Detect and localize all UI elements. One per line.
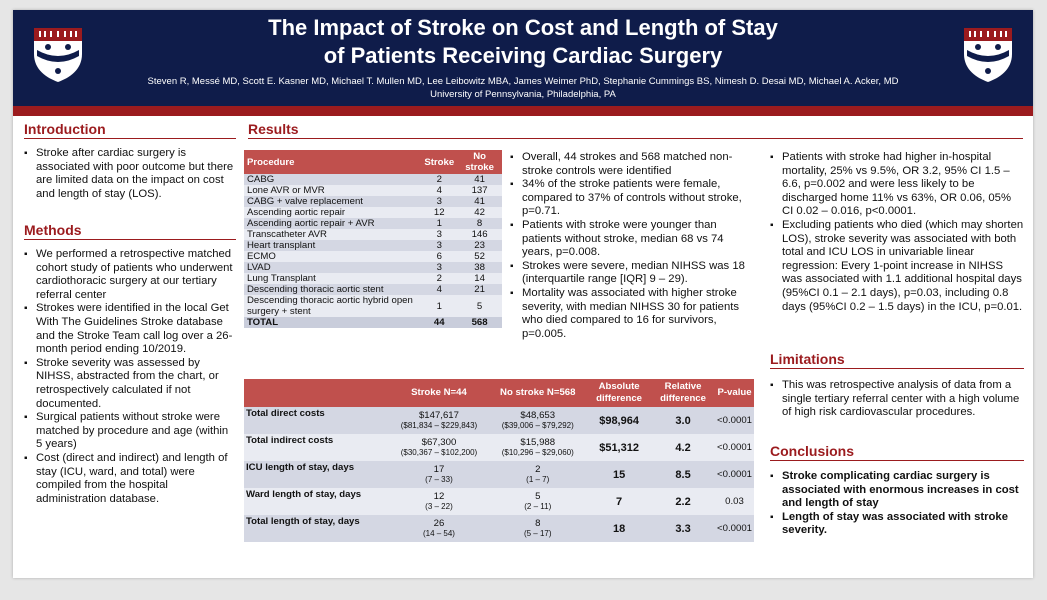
limitations-list (770, 379, 1024, 420)
table-cell (488, 488, 587, 515)
median-value: $67,300 (421, 437, 457, 448)
poster (13, 10, 1033, 578)
column-header: Absolute difference (587, 379, 651, 407)
column-header: Stroke N=44 (390, 379, 489, 407)
table-cell: 2 (421, 174, 457, 185)
limitations-heading: Limitations (770, 351, 845, 367)
range-value: ($30,367 – $102,200) (400, 448, 478, 457)
list-item: ▪ Stroke complicating cardiac surgery is associated with enormous increases in cost and length of stay (770, 470, 1024, 511)
list-item: ▪ This was retrospective analysis of data from a single tertiary referral center with a high volume of high risk cardiovascular procedures. (770, 379, 1024, 420)
absolute-difference: $51,312 (599, 441, 639, 454)
p-value: <0.0001 (717, 415, 752, 426)
list-item: ▪ Strokes were identified in the local Get With The Guidelines Stroke database and the Stroke Team call log over a 26-month period ending 10/2019. (24, 302, 236, 356)
median-value: 5 (535, 491, 541, 502)
median-value: $147,617 (418, 410, 459, 421)
table-cell: CABG (244, 174, 421, 185)
table-row (244, 218, 502, 229)
list-item: ▪ Mortality was associated with higher stroke severity, with median NIHSS 30 for patients who died compared to 16 for survivors, p=0.005. (510, 287, 752, 341)
methods-list (24, 248, 236, 506)
absolute-difference: 18 (612, 522, 626, 535)
introduction-heading: Introduction (24, 121, 106, 137)
median-value: 12 (433, 491, 445, 502)
absolute-difference: 7 (616, 495, 623, 508)
table-row (244, 434, 754, 461)
table-cell: 146 (457, 229, 502, 240)
table-cell: 44 (421, 317, 457, 328)
p-value: <0.0001 (717, 523, 752, 534)
methods-heading: Methods (24, 222, 82, 238)
table-total-row (244, 317, 502, 328)
poster-header (13, 10, 1033, 116)
table-cell: 8 (457, 218, 502, 229)
table-cell: Descending thoracic aortic stent (244, 284, 421, 295)
table-cell (651, 488, 715, 515)
table-cell (587, 434, 651, 461)
affiliation: University of Pennsylvania, Philadelphia, PA (430, 89, 616, 100)
absolute-difference: 15 (612, 468, 626, 481)
row-label: Total direct costs (246, 408, 325, 419)
table-cell (488, 407, 587, 434)
table-cell: Ascending aortic repair (244, 207, 421, 218)
table-cell (390, 461, 489, 488)
table-cell: 3 (421, 240, 457, 251)
table-row (244, 461, 754, 488)
median-value: 26 (433, 518, 445, 529)
p-value: 0.03 (725, 496, 744, 507)
table-cell: 12 (421, 207, 457, 218)
table-cell: 4 (421, 185, 457, 196)
relative-difference: 4.2 (675, 441, 691, 454)
table-cell (244, 407, 390, 434)
list-item: ▪ Stroke severity was assessed by NIHSS, abstracted from the chart, or retrospectively calculated if not documented. (24, 357, 236, 411)
table-cell: 3 (421, 229, 457, 240)
table-row (244, 262, 502, 273)
procedure-table (244, 150, 502, 328)
table-cell (488, 461, 587, 488)
table-cell: 41 (457, 174, 502, 185)
table-cell: 41 (457, 196, 502, 207)
introduction-list (24, 147, 236, 201)
section-divider (770, 368, 1024, 369)
poster-title-line1: The Impact of Stroke on Cost and Length of Stay (268, 15, 778, 40)
median-value: 8 (535, 518, 541, 529)
table-row (244, 185, 502, 196)
list-item: ▪ Length of stay was associated with stroke severity. (770, 511, 1024, 538)
table-cell: LVAD (244, 262, 421, 273)
median-value: 17 (433, 464, 445, 475)
range-value: (5 – 17) (523, 529, 552, 538)
table-cell (390, 515, 489, 542)
table-cell: 52 (457, 251, 502, 262)
table-cell (715, 434, 754, 461)
table-row (244, 515, 754, 542)
range-value: ($39,006 – $79,292) (501, 421, 574, 430)
table-cell (651, 515, 715, 542)
table-row (244, 174, 502, 185)
table-row (244, 295, 502, 317)
median-value: $48,653 (520, 410, 556, 421)
table-cell (715, 407, 754, 434)
relative-difference: 3.0 (675, 414, 691, 427)
table-cell: 4 (421, 284, 457, 295)
table-row (244, 240, 502, 251)
table-cell: 14 (457, 273, 502, 284)
relative-difference: 8.5 (675, 468, 691, 481)
table-cell (715, 488, 754, 515)
section-divider (770, 460, 1024, 461)
table-cell (390, 434, 489, 461)
author-list: Steven R, Messé MD, Scott E. Kasner MD, Michael T. Mullen MD, Lee Leibowitz MBA, James Weimer PhD, Stephanie Cummings BS, Nimesh D. Desai MD, Michael A. Acker, MD (147, 76, 899, 87)
results-right-list (770, 151, 1024, 314)
table-cell: CABG + valve replacement (244, 196, 421, 207)
list-item: ▪ Surgical patients without stroke were matched by procedure and age (within 5 years) (24, 411, 236, 452)
table-cell: 1 (421, 218, 457, 229)
table-cell: 6 (421, 251, 457, 262)
table-cell (587, 488, 651, 515)
column-header (244, 379, 390, 407)
table-cell: 1 (421, 295, 457, 317)
table-cell (651, 407, 715, 434)
table-row (244, 251, 502, 262)
column-header: Procedure (244, 150, 421, 174)
table-row (244, 196, 502, 207)
list-item: ▪ Strokes were severe, median NIHSS was 18 (interquartile range [IQR] 9 – 29). (510, 260, 752, 287)
table-cell (244, 461, 390, 488)
table-cell (390, 488, 489, 515)
results-middle-list (510, 151, 752, 341)
header-accent-band (13, 106, 1033, 116)
table-row (244, 207, 502, 218)
p-value: <0.0001 (717, 442, 752, 453)
list-item: ▪ Excluding patients who died (which may shorten LOS), stroke severity was associated with both total and ICU LOS in univariable linear regression: Every 1-point increase in NIHSS was associated with 1.1 additional hospital days (95%CI 0.1 – 2.1 days), p=0.03, including 0.8 days (95%CI 0.2 – 1.5 days) in the ICU, p=0.01. (770, 219, 1024, 314)
list-item: ▪ Overall, 44 strokes and 568 matched non-stroke controls were identified (510, 151, 752, 178)
poster-title-line2: of Patients Receiving Cardiac Surgery (323, 43, 723, 68)
table-cell (715, 461, 754, 488)
row-label: ICU length of stay, days (246, 462, 355, 473)
table-cell (587, 407, 651, 434)
column-header: No stroke (457, 150, 502, 174)
list-item: ▪ Patients with stroke were younger than patients without stroke, median 68 vs 74 years, p=0.008. (510, 219, 752, 260)
table-cell: 42 (457, 207, 502, 218)
table-row (244, 273, 502, 284)
table-cell (488, 515, 587, 542)
table-cell: 3 (421, 196, 457, 207)
p-value: <0.0001 (717, 469, 752, 480)
table-cell (244, 434, 390, 461)
table-cell (715, 515, 754, 542)
row-label: Ward length of stay, days (246, 489, 362, 500)
conclusions-list (770, 470, 1024, 538)
results-heading: Results (248, 121, 299, 137)
table-cell: 3 (421, 262, 457, 273)
conclusions-heading: Conclusions (770, 443, 855, 459)
absolute-difference: $98,964 (599, 414, 639, 427)
table-row (244, 488, 754, 515)
table-cell: Ascending aortic repair + AVR (244, 218, 421, 229)
range-value: (2 – 11) (524, 502, 552, 511)
list-item: ▪ Stroke after cardiac surgery is associated with poor outcome but there are limited data on the impact on cost and length of stay (LOS). (24, 147, 236, 201)
section-divider (24, 239, 236, 240)
table-cell (587, 515, 651, 542)
median-value: $15,988 (520, 437, 556, 448)
cost-table (244, 379, 754, 542)
range-value: ($81,834 – $229,843) (400, 421, 478, 430)
table-cell (651, 434, 715, 461)
section-divider (24, 138, 236, 139)
row-label: Total length of stay, days (246, 516, 360, 527)
table-cell (244, 488, 390, 515)
table-cell: 23 (457, 240, 502, 251)
table-cell: 568 (457, 317, 502, 328)
list-item: ▪ 34% of the stroke patients were female, compared to 37% of controls without stroke, p=0.71. (510, 178, 752, 219)
range-value: (14 – 54) (422, 529, 455, 538)
table-cell: ECMO (244, 251, 421, 262)
median-value: 2 (535, 464, 541, 475)
table-cell: Lung Transplant (244, 273, 421, 284)
table-cell: Heart transplant (244, 240, 421, 251)
table-cell (244, 515, 390, 542)
relative-difference: 2.2 (675, 495, 691, 508)
table-cell (587, 461, 651, 488)
column-header: Stroke (421, 150, 457, 174)
range-value: ($10,296 – $29,060) (501, 448, 574, 457)
table-row (244, 229, 502, 240)
range-value: (1 – 7) (526, 475, 550, 484)
table-cell (488, 434, 587, 461)
column-header: P-value (715, 379, 754, 407)
table-cell: TOTAL (244, 317, 421, 328)
row-label: Total indirect costs (246, 435, 334, 446)
table-cell: Lone AVR or MVR (244, 185, 421, 196)
table-cell: 137 (457, 185, 502, 196)
table-row (244, 407, 754, 434)
range-value: (7 – 33) (425, 475, 453, 484)
range-value: (3 – 22) (425, 502, 453, 511)
table-cell: Transcatheter AVR (244, 229, 421, 240)
table-cell: 38 (457, 262, 502, 273)
table-row (244, 284, 502, 295)
column-header: No stroke N=568 (488, 379, 587, 407)
table-cell: 5 (457, 295, 502, 317)
section-divider (248, 138, 1023, 139)
table-cell (390, 407, 489, 434)
table-cell: 21 (457, 284, 502, 295)
table-cell: 2 (421, 273, 457, 284)
relative-difference: 3.3 (675, 522, 691, 535)
list-item: ▪ We performed a retrospective matched cohort study of patients who underwent cardiothoracic surgery at our tertiary referral center (24, 248, 236, 302)
list-item: ▪ Cost (direct and indirect) and length of stay (ICU, ward, and total) were compiled from the hospital administration database. (24, 452, 236, 506)
list-item: ▪ Patients with stroke had higher in-hospital mortality, 25% vs 9.5%, OR 3.2, 95% CI 1.5 – 6.6, p=0.002 and were less likely to be discharged home 11% vs 63%, OR 0.06, 05% CI 0.02 – 0.016, p<0.0001. (770, 151, 1024, 219)
table-cell (651, 461, 715, 488)
column-header: Relative difference (651, 379, 715, 407)
table-cell: Descending thoracic aortic hybrid open surgery + stent (244, 295, 421, 317)
